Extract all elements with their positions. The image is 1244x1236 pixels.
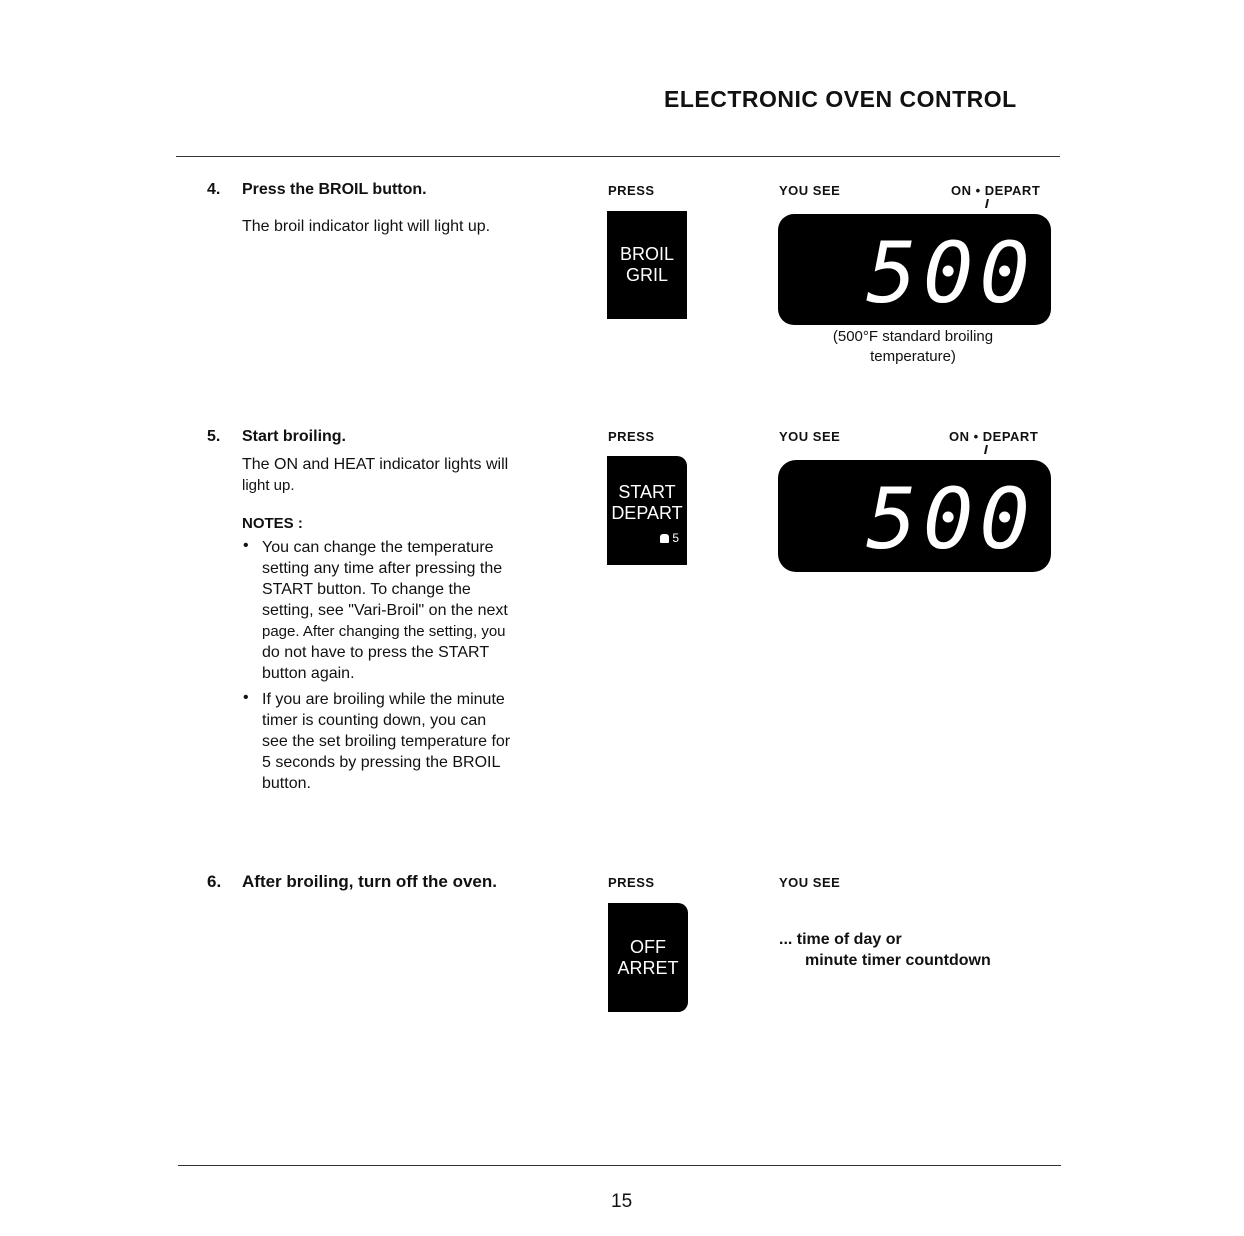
step-5-body-line-1: The ON and HEAT indicator lights will — [242, 456, 509, 473]
off-button-line-2: ARRET — [617, 957, 679, 978]
note-1-line-1: You can change the temperature — [262, 539, 494, 556]
step-4-caption-line-1: (500°F standard broiling — [832, 328, 994, 345]
step-6-number: 6. — [207, 872, 222, 891]
start-button[interactable] — [607, 456, 687, 565]
step-4-number: 4. — [207, 181, 221, 198]
note-2-line-2: timer is counting down, you can — [262, 712, 487, 729]
start-button-line-1: START — [618, 482, 676, 502]
start-button-sub-label: 5 — [672, 531, 679, 545]
step-6-press-label: PRESS — [608, 875, 655, 890]
broil-button[interactable] — [607, 211, 687, 319]
broil-button-line-1: BROIL — [619, 244, 675, 264]
step-5-press-label: PRESS — [608, 429, 655, 444]
note-2-line-3: see the set broiling temperature for — [262, 733, 511, 750]
top-rule — [176, 156, 1060, 157]
step-5-body-line-2: light up. — [242, 477, 295, 494]
step-6-you-see-text — [779, 929, 991, 971]
step-4-heading: Press the BROIL button. — [242, 181, 427, 198]
note-2-line-4: 5 seconds by pressing the BROIL — [262, 754, 501, 771]
step-5-number: 5. — [207, 428, 221, 445]
step-5-heading: Start broiling. — [242, 428, 346, 445]
start-button-sub — [660, 528, 679, 549]
note-1-line-3: START button. To change the — [262, 581, 471, 598]
note-2-line-1: If you are broiling while the minute — [262, 691, 505, 708]
note-1-line-4: setting, see "Vari-Broil" on the next — [262, 602, 508, 619]
note-2-line-5: button. — [262, 775, 311, 792]
note-1-line-2: setting any time after pressing the — [262, 560, 503, 577]
note-1-line-5: page. After changing the setting, you — [262, 623, 506, 640]
note-2-bullet: • — [243, 689, 249, 706]
page-title: ELECTRONIC OVEN CONTROL — [664, 86, 1017, 112]
step-4-body: The broil indicator light will light up. — [242, 218, 491, 235]
step-5-notes-label: NOTES : — [242, 515, 303, 532]
step-5-body — [242, 454, 508, 496]
note-1-line-7: button again. — [262, 665, 355, 682]
step-5-display — [778, 460, 1051, 572]
step-5-display-value: 500 — [866, 470, 1036, 568]
step-5-indicator-label: ON • DEPART — [949, 429, 1039, 444]
step-4-display-value: 500 — [866, 224, 1036, 322]
step-5-indicator-tick — [984, 445, 988, 454]
note-1-bullet: • — [243, 537, 249, 554]
step-5-display-digits — [778, 460, 1051, 572]
step-6-you-see-line-2: minute timer countdown — [805, 952, 991, 969]
step-4-caption — [800, 327, 1026, 367]
bottom-rule — [178, 1165, 1061, 1166]
step-4-display — [778, 214, 1051, 325]
start-button-line-2: DEPART — [611, 503, 683, 523]
lock-icon — [660, 534, 669, 543]
step-6-you-see-line-1: ... time of day or — [779, 931, 902, 948]
step-4-indicator-tick — [985, 199, 989, 208]
note-2 — [262, 689, 572, 794]
step-5-you-see-label: YOU SEE — [779, 429, 841, 444]
step-4-indicator-label: ON • DEPART — [951, 183, 1041, 198]
step-4-you-see-label: YOU SEE — [779, 183, 841, 198]
step-4-display-digits — [778, 214, 1051, 325]
step-6-heading: After broiling, turn off the oven. — [242, 872, 497, 891]
off-button-line-1: OFF — [630, 936, 666, 957]
step-4-press-label: PRESS — [608, 183, 655, 198]
off-button[interactable] — [608, 903, 688, 1012]
step-4-caption-line-2: temperature) — [870, 348, 956, 365]
broil-button-line-2: GRIL — [625, 265, 668, 285]
note-1 — [262, 537, 572, 684]
step-6-you-see-label: YOU SEE — [779, 875, 841, 890]
page-number: 15 — [611, 1191, 633, 1212]
note-1-line-6: do not have to press the START — [262, 644, 490, 661]
